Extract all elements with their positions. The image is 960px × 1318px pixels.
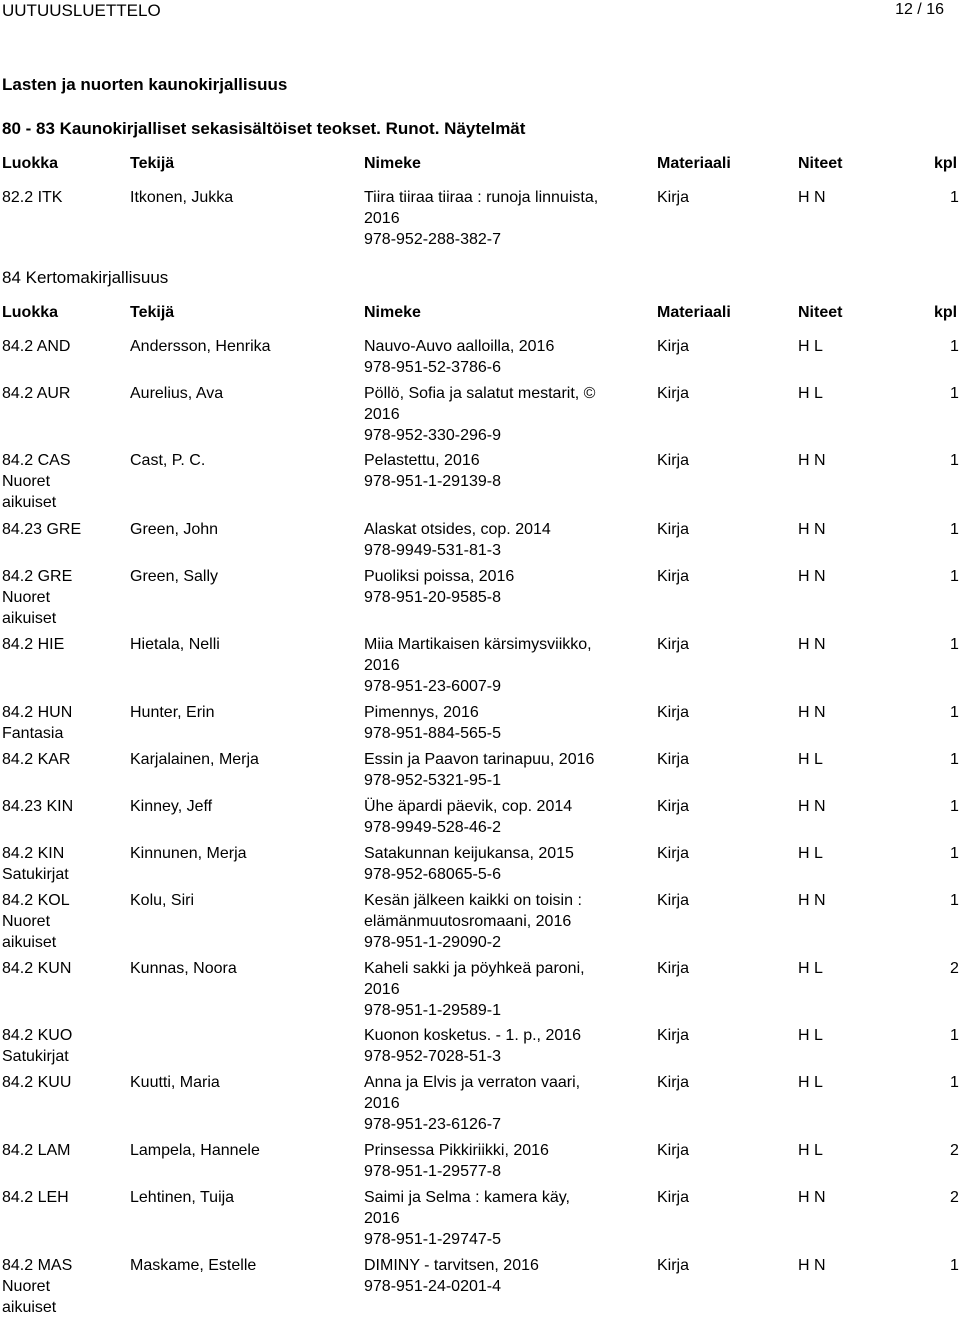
cell-luokka-line: 84.2 MAS [2,1257,73,1274]
cell-kpl: 1 [950,704,959,721]
cell-luokka-line: 84.2 HUN [2,704,73,721]
cell-niteet: H N [798,798,826,815]
cell-tekija: Green, Sally [130,568,219,585]
cell-nimeke [364,566,649,608]
cell-niteet: H L [798,338,823,355]
cell-nimeke-line: 978-9949-528-46-2 [364,819,501,836]
cell-materiaali: Kirja [657,1189,690,1206]
catalog-title: UUTUUSLUETTELO [2,1,161,20]
cell-niteet: H N [798,636,826,653]
cell-luokka [2,383,122,404]
cell-nimeke-line: Anna ja Elvis ja verraton vaari, [364,1074,581,1091]
cell-nimeke [364,1187,649,1250]
column-header-row [0,304,960,324]
cell-nimeke-line: 978-951-24-0201-4 [364,1278,501,1295]
cell-luokka-line: 84.2 KIN [2,845,65,862]
cell-nimeke-line: Saimi ja Selma : kamera käy, [364,1189,570,1206]
cell-kpl: 1 [950,521,959,538]
cell-materiaali: Kirja [657,338,690,355]
cell-kpl: 1 [950,338,959,355]
cell-niteet: H L [798,1142,823,1159]
cell-nimeke-line: Pimennys, 2016 [364,704,479,721]
col-luokka: Luokka [2,155,59,172]
cell-nimeke-line: 978-951-1-29577-8 [364,1163,501,1180]
cell-nimeke-line: Nauvo-Auvo aalloilla, 2016 [364,338,555,355]
cell-nimeke-line: 2016 [364,406,400,423]
cell-materiaali: Kirja [657,1142,690,1159]
cell-luokka-line: 82.2 ITK [2,189,63,206]
cell-luokka [2,1072,122,1093]
cell-kpl: 1 [950,751,959,768]
cell-nimeke-line: 2016 [364,210,400,227]
col-luokka: Luokka [2,304,59,321]
cell-kpl: 1 [950,636,959,653]
col-kpl: kpl [934,155,958,172]
cell-niteet: H L [798,960,823,977]
cell-luokka-line: 84.2 KOL [2,892,70,909]
cell-materiaali: Kirja [657,798,690,815]
cell-luokka-line: 84.23 GRE [2,521,82,538]
cell-kpl: 1 [950,452,959,469]
cell-materiaali: Kirja [657,704,690,721]
cell-niteet: H N [798,1257,826,1274]
cell-luokka [2,450,122,513]
cell-nimeke-line: 978-951-1-29747-5 [364,1231,501,1248]
col-niteet: Niteet [798,304,843,321]
cell-nimeke [364,749,649,791]
cell-tekija: Kolu, Siri [130,892,195,909]
cell-nimeke [364,890,649,953]
col-materiaali: Materiaali [657,304,731,321]
cell-nimeke [364,843,649,885]
cell-nimeke-line: Kuonon kosketus. - 1. p., 2016 [364,1027,582,1044]
cell-nimeke-line: 978-951-20-9585-8 [364,589,501,606]
cell-luokka [2,1140,122,1161]
cell-luokka [2,1255,122,1318]
cell-nimeke-line: Kaheli sakki ja pöyhkeä paroni, [364,960,585,977]
cell-tekija: Hietala, Nelli [130,636,220,653]
cell-materiaali: Kirja [657,636,690,653]
cell-tekija: Kinney, Jeff [130,798,213,815]
cell-niteet: H N [798,704,826,721]
cell-kpl: 1 [950,568,959,585]
cell-nimeke [364,634,649,697]
cell-nimeke-line: 978-952-5321-95-1 [364,772,501,789]
cell-niteet: H L [798,1027,823,1044]
cell-luokka-line: 84.2 CAS [2,452,71,469]
cell-luokka [2,796,122,817]
cell-niteet: H L [798,385,823,402]
cell-tekija: Andersson, Henrika [130,338,271,355]
cell-nimeke [364,519,649,561]
cell-nimeke-line: Ühe äpardi päevik, cop. 2014 [364,798,573,815]
cell-nimeke-line: 978-951-1-29589-1 [364,1002,501,1019]
cell-nimeke-line: 2016 [364,657,400,674]
col-niteet: Niteet [798,155,843,172]
col-materiaali: Materiaali [657,155,731,172]
cell-nimeke [364,187,649,250]
cell-materiaali: Kirja [657,960,690,977]
cell-luokka-line: Satukirjat [2,866,69,883]
column-header-row [0,155,960,175]
cell-niteet: H N [798,1189,826,1206]
col-nimeke: Nimeke [364,155,421,172]
cell-luokka-line: 84.2 AUR [2,385,71,402]
col-nimeke: Nimeke [364,304,421,321]
section-title: Lasten ja nuorten kaunokirjallisuus [2,75,288,94]
cell-nimeke-line: Essin ja Paavon tarinapuu, 2016 [364,751,595,768]
cell-luokka-line: 84.2 KAR [2,751,71,768]
cell-luokka [2,958,122,979]
cell-tekija: Maskame, Estelle [130,1257,257,1274]
cell-luokka-line: 84.2 AND [2,338,71,355]
cell-luokka-line: 84.2 KUN [2,960,72,977]
cell-nimeke-line: 978-951-1-29139-8 [364,473,501,490]
cell-tekija: Aurelius, Ava [130,385,224,402]
cell-nimeke [364,1140,649,1182]
cell-materiaali: Kirja [657,1074,690,1091]
cell-materiaali: Kirja [657,452,690,469]
cell-materiaali: Kirja [657,189,690,206]
cell-kpl: 1 [950,1074,959,1091]
cell-luokka-line: aikuiset [2,610,57,627]
subsection-title: 84 Kertomakirjallisuus [2,268,169,287]
cell-tekija: Kuutti, Maria [130,1074,220,1091]
cell-nimeke-line: Pelastettu, 2016 [364,452,480,469]
cell-nimeke-line: 978-952-68065-5-6 [364,866,501,883]
cell-luokka-line: aikuiset [2,1299,57,1316]
cell-luokka-line: 84.2 KUO [2,1027,73,1044]
cell-nimeke-line: 978-951-52-3786-6 [364,359,501,376]
cell-kpl: 1 [950,1257,959,1274]
cell-tekija: Itkonen, Jukka [130,189,234,206]
col-tekija: Tekijä [130,155,175,172]
cell-luokka-line: 84.2 KUU [2,1074,72,1091]
cell-luokka [2,1025,122,1067]
cell-luokka-line: Fantasia [2,725,64,742]
cell-luokka-line: Nuoret [2,473,51,490]
cell-nimeke-line: Tiira tiiraa tiiraa : runoja linnuista, [364,189,599,206]
cell-kpl: 2 [950,1189,959,1206]
cell-materiaali: Kirja [657,385,690,402]
cell-luokka [2,336,122,357]
cell-niteet: H L [798,845,823,862]
cell-tekija: Lehtinen, Tuija [130,1189,235,1206]
cell-tekija: Hunter, Erin [130,704,215,721]
cell-tekija: Green, John [130,521,219,538]
cell-luokka [2,702,122,744]
cell-niteet: H N [798,521,826,538]
cell-nimeke-line: Pöllö, Sofia ja salatut mestarit, © [364,385,596,402]
cell-luokka [2,634,122,655]
cell-niteet: H N [798,189,826,206]
cell-nimeke-line: elämänmuutosromaani, 2016 [364,913,572,930]
cell-tekija: Kunnas, Noora [130,960,237,977]
cell-nimeke-line: 2016 [364,981,400,998]
cell-luokka [2,843,122,885]
cell-nimeke-line: Kesän jälkeen kaikki on toisin : [364,892,582,909]
cell-luokka-line: aikuiset [2,494,57,511]
cell-nimeke-line: 978-952-7028-51-3 [364,1048,501,1065]
cell-materiaali: Kirja [657,1257,690,1274]
cell-materiaali: Kirja [657,892,690,909]
cell-nimeke [364,796,649,838]
cell-niteet: H N [798,568,826,585]
cell-kpl: 1 [950,798,959,815]
cell-luokka-line: 84.23 KIN [2,798,74,815]
cell-luokka [2,890,122,953]
cell-luokka-line: Nuoret [2,913,51,930]
cell-nimeke-line: 2016 [364,1210,400,1227]
cell-nimeke [364,1255,649,1297]
cell-kpl: 2 [950,1142,959,1159]
cell-nimeke [364,1072,649,1135]
cell-kpl: 2 [950,960,959,977]
cell-nimeke-line: 978-951-23-6007-9 [364,678,501,695]
cell-nimeke-line: Prinsessa Pikkiriikki, 2016 [364,1142,549,1159]
cell-luokka-line: 84.2 LEH [2,1189,69,1206]
cell-luokka-line: Nuoret [2,1278,51,1295]
col-kpl: kpl [934,304,958,321]
cell-niteet: H N [798,452,826,469]
cell-kpl: 1 [950,845,959,862]
cell-nimeke-line: DIMINY - tarvitsen, 2016 [364,1257,539,1274]
cell-nimeke-line: Satakunnan keijukansa, 2015 [364,845,574,862]
col-tekija: Tekijä [130,304,175,321]
cell-tekija: Lampela, Hannele [130,1142,260,1159]
cell-niteet: H N [798,892,826,909]
cell-nimeke [364,958,649,1021]
cell-luokka-line: Nuoret [2,589,51,606]
cell-niteet: H L [798,751,823,768]
cell-kpl: 1 [950,1027,959,1044]
cell-nimeke [364,383,649,446]
cell-materiaali: Kirja [657,521,690,538]
cell-luokka-line: 84.2 LAM [2,1142,71,1159]
cell-nimeke [364,702,649,744]
cell-luokka-line: aikuiset [2,934,57,951]
cell-kpl: 1 [950,385,959,402]
cell-nimeke-line: 978-952-330-296-9 [364,427,501,444]
cell-nimeke [364,450,649,492]
cell-materiaali: Kirja [657,845,690,862]
cell-nimeke-line: 978-952-288-382-7 [364,231,501,248]
cell-nimeke-line: Alaskat otsides, cop. 2014 [364,521,551,538]
cell-nimeke-line: 978-951-23-6126-7 [364,1116,501,1133]
cell-nimeke [364,1025,649,1067]
cell-nimeke-line: Puoliksi poissa, 2016 [364,568,515,585]
section-subtitle: 80 - 83 Kaunokirjalliset sekasisältöiset teokset. Runot. Näytelmät [2,119,526,138]
cell-materiaali: Kirja [657,751,690,768]
cell-luokka-line: 84.2 GRE [2,568,73,585]
cell-nimeke [364,336,649,378]
cell-tekija: Cast, P. C. [130,452,206,469]
cell-nimeke-line: 978-951-1-29090-2 [364,934,501,951]
cell-kpl: 1 [950,892,959,909]
cell-luokka-line: 84.2 HIE [2,636,65,653]
cell-luokka-line: Satukirjat [2,1048,69,1065]
cell-niteet: H L [798,1074,823,1091]
cell-luokka [2,1187,122,1208]
cell-nimeke-line: 2016 [364,1095,400,1112]
cell-kpl: 1 [950,189,959,206]
cell-nimeke-line: 978-9949-531-81-3 [364,542,501,559]
cell-tekija: Karjalainen, Merja [130,751,259,768]
cell-luokka [2,519,122,540]
cell-luokka [2,187,122,208]
cell-materiaali: Kirja [657,568,690,585]
cell-luokka [2,749,122,770]
cell-tekija: Kinnunen, Merja [130,845,247,862]
cell-luokka [2,566,122,629]
cell-nimeke-line: Miia Martikaisen kärsimysviikko, [364,636,592,653]
cell-materiaali: Kirja [657,1027,690,1044]
page-number: 12 / 16 [895,1,944,18]
cell-nimeke-line: 978-951-884-565-5 [364,725,501,742]
